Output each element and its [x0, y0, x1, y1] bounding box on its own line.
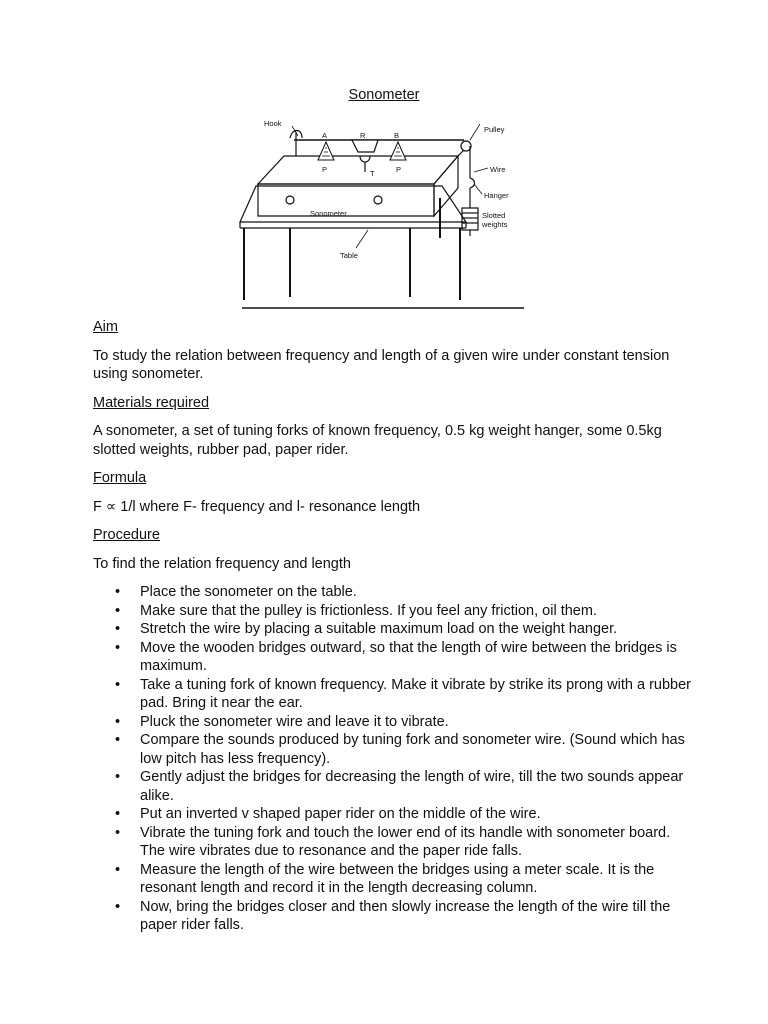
list-item — [93, 861, 693, 898]
step-text: Vibrate the tuning fork and touch the lower end of its handle with sonometer board. The wire vibrates due to resonance and the paper ride falls. — [140, 824, 671, 859]
figure-label-b: B — [394, 131, 400, 140]
bullet-icon: • — [115, 639, 121, 656]
bridge-b — [390, 142, 406, 160]
figure-label-a: A — [322, 131, 328, 140]
figure-label-p1: P — [322, 165, 328, 174]
list-item — [93, 768, 693, 805]
bullet-icon: • — [115, 806, 121, 822]
step-text: Pluck the sonometer wire and leave it to vibrate. — [140, 713, 449, 730]
bullet-icon: • — [115, 769, 121, 785]
figure-label-hanger: Hanger — [484, 191, 509, 200]
document-body — [93, 318, 693, 935]
step-text: Measure the length of the wire between the bridges using a meter scale. It is the resonant length and record it in the length decreasing column. — [140, 861, 655, 896]
step-text: Gently adjust the bridges for decreasing the length of wire, till the two sounds appear alike. — [140, 769, 684, 804]
procedure-intro: To find the relation frequency and length — [93, 555, 351, 572]
figure-label-pulley: Pulley — [484, 125, 505, 134]
sonometer-diagram — [236, 112, 532, 314]
list-item — [93, 639, 693, 676]
step-text: Compare the sounds produced by tuning fork and sonometer wire. (Sound which has low pitch has less frequency). — [140, 732, 685, 767]
procedure-steps — [93, 583, 693, 935]
step-text: Place the sonometer on the table. — [140, 584, 357, 600]
step-text: Make sure that the pulley is frictionless. If you feel any friction, oil them. — [140, 602, 597, 619]
formula-heading: Formula — [93, 470, 147, 486]
bullet-icon: • — [115, 861, 121, 878]
bullet-icon: • — [115, 732, 121, 748]
list-item — [93, 731, 693, 768]
sonometer-diagram-svg — [236, 112, 532, 314]
list-item — [93, 620, 693, 639]
step-text: Take a tuning fork of known frequency. Make it vibrate by strike its prong with a rubber pad. Bring it near the ear. — [140, 676, 691, 711]
list-item — [93, 805, 693, 824]
table-top — [240, 186, 466, 222]
bullet-icon: • — [115, 824, 121, 841]
list-item — [93, 713, 693, 732]
step-text: Put an inverted v shaped paper rider on the middle of the wire. — [140, 806, 541, 822]
procedure-heading: Procedure — [93, 527, 160, 543]
sonometer-box-top — [258, 156, 458, 184]
step-text: Now, bring the bridges closer and then slowly increase the length of the wire till the paper rider falls. — [140, 898, 671, 933]
bullet-icon: • — [115, 584, 121, 600]
figure-label-table: Table — [340, 251, 358, 260]
aim-heading: Aim — [93, 319, 118, 335]
step-text: Stretch the wire by placing a suitable maximum load on the weight hanger. — [140, 621, 618, 637]
materials-text: A sonometer, a set of tuning forks of known frequency, 0.5 kg weight hanger, some 0.5kg slotted weights, rubber pad, paper rider. — [93, 423, 662, 458]
figure-label-slotted: Slotted — [482, 211, 506, 220]
figure-label-p2: P — [396, 165, 402, 174]
figure-label-weights: weights — [482, 220, 508, 229]
step-text: Move the wooden bridges outward, so that the length of wire between the bridges is maximum. — [140, 639, 677, 674]
figure-label-t: T — [370, 169, 375, 178]
figure-label-hook: Hook — [264, 119, 282, 128]
bullet-icon: • — [115, 898, 121, 915]
list-item — [93, 676, 693, 713]
bridge-a — [318, 142, 334, 160]
bullet-icon: • — [115, 602, 121, 619]
bullet-icon: • — [115, 621, 121, 637]
list-item — [93, 898, 693, 935]
aim-text: To study the relation between frequency and length of a given wire under constant tension using sonometer. — [93, 347, 670, 382]
figure-label-wire: Wire — [490, 165, 506, 174]
formula-text: F ∝ 1/l where F- frequency and l- resonance length — [93, 498, 421, 515]
list-item — [93, 824, 693, 861]
materials-heading: Materials required — [93, 394, 210, 411]
figure-label-sonometer: Sonometer — [310, 209, 347, 218]
bullet-icon: • — [115, 713, 121, 730]
page-title: Sonometer — [348, 87, 420, 103]
list-item — [93, 602, 693, 621]
list-item — [93, 583, 693, 602]
figure-label-r: R — [360, 131, 366, 140]
bullet-icon: • — [115, 676, 121, 693]
